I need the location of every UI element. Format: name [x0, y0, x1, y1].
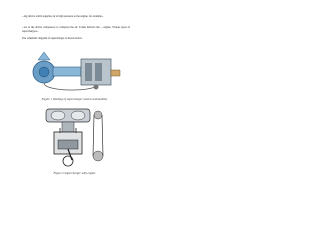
body-paragraph-1: ...ing device which supplies air at high pressure to the engine, for example...: [22, 15, 104, 18]
figure-2-caption: Figure 2 Supercharger with engine: [53, 171, 96, 175]
cylinder-2: [95, 63, 102, 81]
intake-manifold: [62, 122, 74, 132]
supercharger-engine-figure: [38, 106, 112, 168]
crankshaft: [63, 156, 73, 166]
body-paragraph-2: ...ers to the device compressor to compress the air. It then delivers the ... engine. Various types of superchargers...: [22, 26, 130, 33]
body-paragraph-3: The schematic diagram of supercharger is shown below.: [22, 37, 83, 40]
belt-left: [93, 115, 94, 156]
cylinder-1: [85, 63, 92, 81]
figure-1-caption: Figure 1 Working of supercharger used in automobiles: [41, 97, 108, 101]
document-page: [0, 0, 149, 198]
air-inlet: [38, 52, 50, 60]
supercharger-schematic-figure: [28, 50, 122, 95]
exhaust-pipe: [111, 70, 120, 76]
intake-duct: [53, 67, 81, 76]
belt-right: [102, 115, 103, 156]
crank-pulley: [94, 85, 99, 90]
compressor-impeller: [39, 67, 49, 77]
piston: [58, 140, 78, 149]
engine-pulley: [93, 151, 103, 161]
rotor-left: [51, 111, 65, 120]
supercharger-pulley: [94, 111, 102, 119]
rotor-right: [71, 111, 85, 120]
